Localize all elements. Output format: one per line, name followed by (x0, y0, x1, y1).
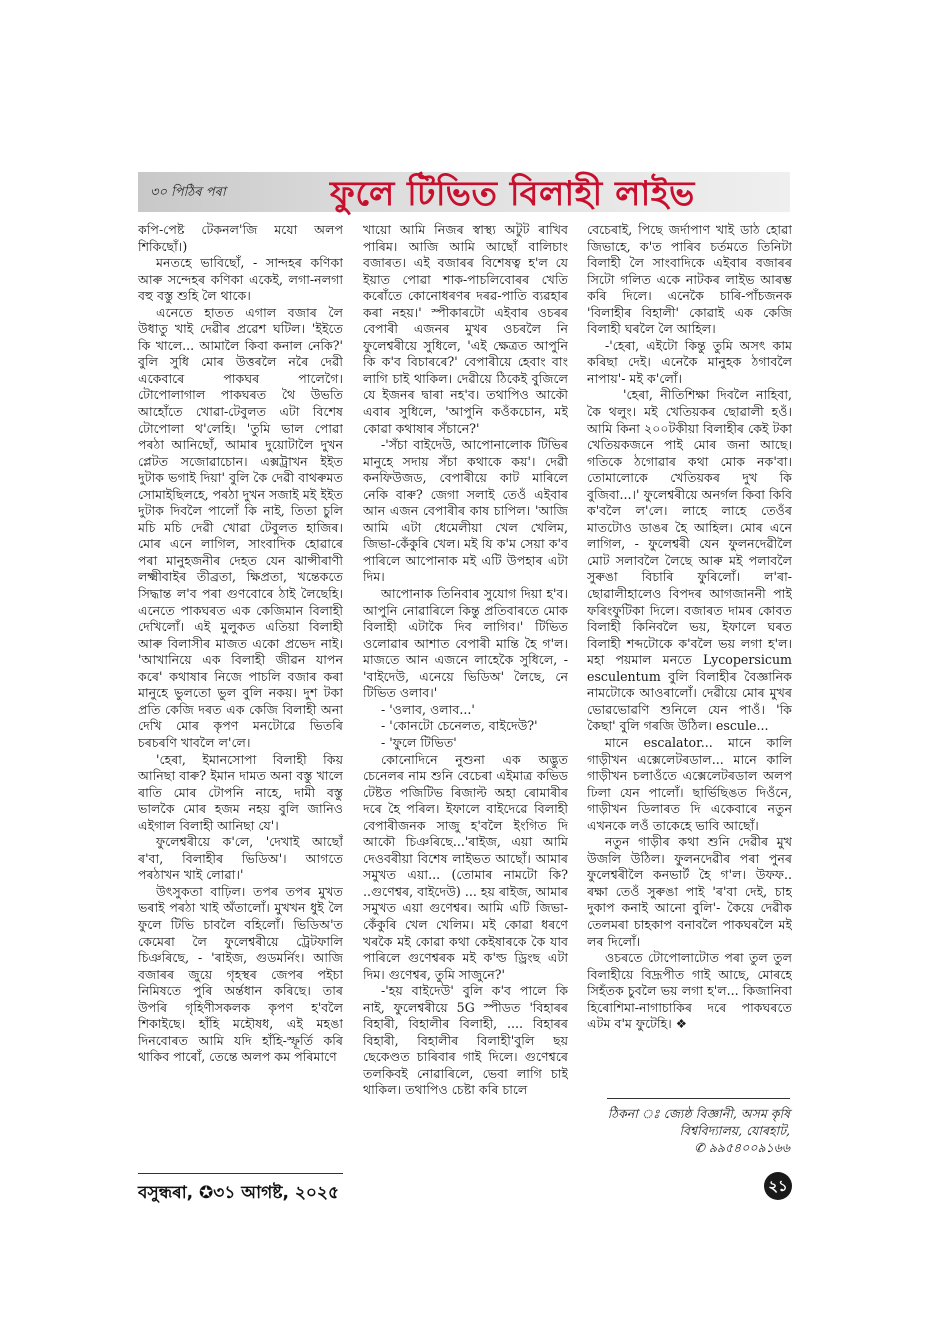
paragraph: কোনোদিনে নুশুনা এক অদ্ভুত চেনেলৰ নাম শুনি বেচেৰা এইমাত্ৰ কভিড টেষ্টত পজিটিভ ৰিজাল্ট অহা ৰোমাৰীৰ দৰে হৈ পৰিল। ইফালে বাইদেৱে বিলাহী বেপাৰীজনক সাজু হ'বলৈ ইংগিত দি আকৌ চিঞৰিছে...'ৰাইজ, এয়া আমি দেওবৰীয়া বিশেষ লাইভত আছোঁ। আমাৰ সমুখত এয়া... (তোমাৰ নামটো কি? ..গুণেশ্বৰ, বাইদেউ) ... হয় ৰাইজ, আমাৰ সমুখত এয়া গুণেশ্বৰ। আমি এটি জিভা-কেঁকুৰি খেল খেলিম। মই কোৱা ধৰণে খৰকৈ মই কোৱা কথা কেইষাৰকে কৈ যাব পাৰিলে গুণেশ্বৰক মই ক'ল্ড ড্ৰিংছ এটা দিম। গুণেশ্বৰ, তুমি সাজুনে?' (363, 751, 568, 982)
paragraph: আপোনাক তিনিবাৰ সুযোগ দিয়া হ'ব। আপুনি নোৱাৰিলে কিন্তু প্ৰতিবাৰতে মোক বিলাহী এটাকৈ দিব লাগিব।' টিভিত ওলোৱাৰ আশাত বেপাৰী মান্তি হৈ গ'ল। মাজতে আন এজনে লাহেকৈ সুধিলে, - 'বাইদেউ, এনেয়ে ভিডিঅ' লৈছে, নে টিভিত ওলাব।' (363, 586, 568, 701)
paragraph: নতুন গাড়ীৰ কথা শুনি দেৱীৰ মুখ উজলি উঠিল। ফুলনদেৱীৰ পৰা পুনৰ ফুলেশ্বৰীলৈ কনভাৰ্ট হৈ গ'ল। উফফ.. ৰক্ষা তেওঁ সুৰুঙা পাই 'ৰ'বা দেই, চাহ দুকাপ কনাই আনো বুলি'- কৈয়ে দেৱীক তেলমৰা চাহকাপ বনাবলৈ পাকঘৰলৈ মই লৰ দিলোঁ। (587, 834, 792, 949)
page-number: ২১ (764, 1172, 792, 1200)
address-line-1: ঠিকনা ঃ জ্যেষ্ঠ বিজ্ঞানী, অসম কৃষি (607, 1106, 790, 1121)
article-column-3 (587, 222, 792, 1092)
article-column-1 (138, 222, 343, 1167)
paragraph: ফুলেশ্বৰীয়ে ক'লে, 'দেখাই আছোঁ ৰ'বা, বিলাহীৰ ভিডিঅ'। আগতে পৰঠাখন খাই লোৱা।' (138, 834, 343, 883)
paragraph: খায়ো আমি নিজৰ স্বাস্থ্য অটুট ৰাখিব পাৰিম। আজি আমি আছোঁ বালিচাং বজাৰত। এই বজাৰৰ বিশেষত্ব হ'ল যে ইয়াত পোৱা শাক-পাচলিবোৰৰ খেতি কৰোঁতে কোনোধৰণৰ দৰৱ-পাতি ব্যৱহাৰ কৰা নহয়।' স্পীকাৰটো এইবাৰ ওচৰৰ বেপাৰী এজনৰ মুখৰ ওচৰলৈ নি ফুলেশ্বৰীয়ে সুধিলে, 'এই ক্ষেত্ৰত আপুনি কি ক'ব বিচাৰৰে?' বেপাৰীয়ে হেবাং বাং লাগি চাই থাকিল। দেৱীয়ে ঠিকেই বুজিলে যে ইজনৰ দ্বাৰা নহ'ব। তথাপিও আকৌ এবাৰ সুধিলে, 'আপুনি কওঁকচোন, মই কোৱা কথাষাৰ সঁচানে?' (363, 222, 568, 436)
paragraph: বেচেৰাই, পিছে জৰ্দাপাণ খাই ডাঠ হোৱা জিভাহে, ক'ত পাৰিব চৰ্তমতে তিনিটা বিলাহী লৈ সাংবাদিকে এইবাৰ বজাৰৰ সিটো গলিত একে নাটকৰ লাইভ আৰম্ভ কৰি দিলে। এনেকৈ চাৰি-পাঁচজনক 'বিলাহীৰ বিহালী' কোৱাই এক কেজি বিলাহী ঘৰলৈ লৈ আহিল। (587, 222, 792, 337)
paragraph: উৎসুকতা বাঢ়িল। তপৰ তপৰ মুখত ভৰাই পৰঠা খাই অঁতালোঁ। মুখখন ধুই লৈ ফুলে টিভি চাবলৈ বহিলোঁ। ভিডিঅ'ত কেমেৰা লৈ ফুলেশ্বৰীয়ে ট্ৰেটফালি চিঞৰিছে, - 'ৰাইজ, গুডমৰ্নিং। আজি বজাৰৰ জুয়ে গৃহস্থৰ জেপৰ পইচা নিমিষতে পুৰি অৰ্ন্তধান কৰিছে। তাৰ উপৰি গৃহিণীসকলক কৃপণ হ'বলৈ শিকাইছে। হাঁহি মহৌষধ, এই মহঙা দিনবোৰত আমি যদি হাঁহি-স্ফূৰ্তি কৰি থাকিব পাৰোঁ, তেন্তে অলপ কম পৰিমাণে (138, 883, 343, 1065)
paragraph: -'হয় বাইদেউ' বুলি ক'ব পালে কি নাই, ফুলেশ্বৰীয়ে 5G স্পীডত 'বিহাৰৰ বিহাৰী, বিহালীৰ বিলাহী, .... বিহাৰৰ বিহাৰী, বিহালীৰ বিলাহী'বুলি ছয় ছেকেণ্ডত চাৰিবাৰ গাই দিলে। গুণেশ্বৰে তলকিবই নোৱাৰিলে, ভেবা লাগি চাই থাকিল। তথাপিও চেষ্টা কৰি চালে (363, 983, 568, 1098)
paragraph: -'সঁচা বাইদেউ, আপোনালোক টিভিৰ মানুহে সদায় সঁচা কথাকে কয়'। দেৱী কনফিউজড, বেপাৰীয়ে কাট মাৰিলে নেকি বাৰু? জেগা সলাই তেওঁ এইবাৰ আন এজন বেপাৰীৰ কাষ চাপিল। 'আজি আমি এটা ধেমেলীয়া খেল খেলিম, জিভা-কেঁকুৰি খেল। মই যি ক'ম সেয়া ক'ব পাৰিলে আপোনাক মই এটি উপহাৰ এটা দিম। (363, 437, 568, 585)
paragraph: -'হেৰা, এইটো কিন্তু তুমি অসৎ কাম কৰিছা দেই। এনেকৈ মানুহক ঠগাবলৈ নাপায়'- মই ক'লোঁ। (587, 337, 792, 386)
paragraph: - 'ফুলে টিভিত' (381, 734, 457, 750)
article-column-2 (363, 222, 568, 1167)
paragraph: এনেতে হাতত এগাল বজাৰ লৈ উধাতু খাই দেৱীৰ প্ৰৱেশ ঘটিল। 'ইইতে কি খালে... আমালৈ কিবা কনাল নেকি?' বুলি সুধি মোৰ উত্তৰলৈ নৰৈ দেৱী একেবাৰে পাকঘৰ পালেগৈ। টোপোলাগাল পাকঘৰত থৈ উভতি আহোঁতে খোৱা-টেবুলত এটা বিশেষ টোপোলা থ'লেহি। 'তুমি ভাল পোৱা পৰঠা আনিছোঁ, আমাৰ দুয়োটালৈ দুখন প্লেটত সজোৱাচোন। এক্সট্ৰাখন ইইত দুটাক ভগাই দিয়া' বুলি কৈ দেৱী বাথৰুমত সোমাইছিলহে, পৰঠা দুখন সজাই মই ইইত দুটাক দিবলৈ পালোঁ কি নাই, তিতা চুলি মচি মচি দেৱী খোৱা টেবুলত হাজিৰ। মোৰ এনে লাগিল, সাংবাদিক হোৱাৰে পৰা মানুহজনীৰ দেহত যেন ঝান্সীৰাণী লক্ষ্মীবাইৰ তীব্ৰতা, ক্ষিপ্ৰতা, খন্তেকতে সিদ্ধান্ত ল'ব পৰা গুণবোৰে ঠাই লৈছেহি। এনেতে পাকঘৰত এক কেজিমান বিলাহী দেখিলোঁ। এই মুলুকত এতিয়া বিলাহী আৰু বিলাসীৰ মাজত একো প্ৰভেদ নাই। 'আখানিয়ে এক বিলাহী জীৱন যাপন কৰে' কথাষাৰ নিজে পাচলি বজাৰ কৰা মানুহে ভুলতো ভুল বুলি নকয়। দুশ টকা প্ৰতি কেজি দৰত এক কেজি বিলাহী অনা দেখি মোৰ কৃপণ মনটোৱে ভিতৰি চৰচৰণি খাবলৈ ল'লে। (138, 304, 343, 750)
author-address (587, 1105, 790, 1156)
divider (607, 1098, 790, 1099)
paragraph: মনতহে ভাবিছোঁ, - সান্দহৰ কণিকা আৰু সন্দেহৰ কণিকা একেই, লগা-নলগা বহু বস্তু শুহি লৈ থাকে। (138, 255, 343, 304)
article-title: ফুলে টিভিত বিলাহী লাইভ (330, 174, 695, 214)
continued-from-label: ৩০ পিঠিৰ পৰা (150, 185, 226, 200)
paragraph: ওচৰতে টোপোলাটোত পৰা তুল তুল বিলাহীয়ে বিদ্ৰূপীত গাই আছে, মোৰহে সিহঁতক চুবলৈ ভয় লগা হ'ল... কিজানিবা হিৰোশিমা-নাগাচাকিৰ দৰে পাকঘৰতে এটম ব'ম ফুটেহি। ❖ (587, 950, 792, 1032)
paragraph: - 'কোনটো চেনেলত, বাইদেউ?' (381, 718, 538, 734)
paragraph: 'হেৰা, নীতিশিক্ষা দিবলৈ নাহিবা, কৈ থলুং। মই খেতিয়কৰ ছোৱালী হওঁ। আমি কিনা ২০০টকীয়া বিলাহীৰ কেই টকা খেতিয়কজনে পাই মোৰ জনা আছে। গতিকে ঠগোৱাৰ কথা মোক নক'বা। তোমালোকে খেতিয়কৰ দুখ কি বুজিবা...।' ফুলেশ্বৰীয়ে অনৰ্গল কিবা কিবি ক'বলৈ ল'লে। লাহে লাহে তেওঁৰ মাতটোও ডাঙৰ হৈ আহিল। মোৰ এনে লাগিল, - ফুলেশ্বৰী যেন ফুলনদেৱীলৈ মোট সলাবলৈ লৈছে আৰু মই পলাবলৈ সুৰুঙা বিচাৰি ফুৰিলোঁ। ল'ৰা-ছোৱালীহালেও বিপদৰ আগজাননী পাই ফৰিংফুটিকা দিলে। বজাৰত দামৰ কোবত বিলাহী কিনিবলৈ ভয়, ইফালে ঘৰত বিলাহী শব্দটোকে ক'বলৈ ভয় লগা হ'ল। মহা পয়মাল মনতে Lycopersicum esculentum বুলি বিলাহীৰ বৈজ্ঞানিক নামটোকে আওৰালোঁ। দেৱীয়ে মোৰ মুখৰ ভোৱভোৱণি শুনিলে যেন পাওঁ। 'কি কৈছা' বুলি গৰজি উঠিল। escule... (587, 387, 792, 734)
address-line-2: বিশ্ববিদ্যালয়, যোৰহাট, (679, 1123, 790, 1138)
paragraph: - 'ওলাব, ওলাব...' (381, 701, 475, 717)
phone-number: ✆ ৯৯৫৪০০৯১৬৬ (694, 1140, 790, 1155)
paragraph: 'হেৰা, ইমানসোপা বিলাহী কিয় আনিছা বাৰু? ইমান দামত অনা বস্তু খালে ৰাতি মোৰ টোপনি নাহে, দামী বস্তু ভালকৈ মোৰ হজম নহয় বুলি জানিও এইগাল বিলাহী আনিছা যে'। (138, 751, 343, 833)
footer-magazine-date: বসুন্ধৰা, ✪৩১ আগষ্ট, ২০২৫ (138, 1183, 340, 1203)
footer-divider (138, 1173, 343, 1174)
paragraph: কপি-পেষ্ট টেকনল'জি মযো অলপ শিকিছোঁ।) (138, 222, 343, 254)
paragraph: মানে escalator... মানে কালি গাড়ীখন এক্সেলেটৰডাল... মানে কালি গাড়ীখন চলাওঁতে এক্সেলেটৰডাল অলপ ঢিলা যেন পালোঁ। ছাৰ্ভিছিঙত দিওঁনে, গাড়ীখন ডিলাৰত দি একেবাৰে নতুন এখনকে লওঁ তাকেহে ভাবি আছোঁ। (587, 734, 792, 833)
